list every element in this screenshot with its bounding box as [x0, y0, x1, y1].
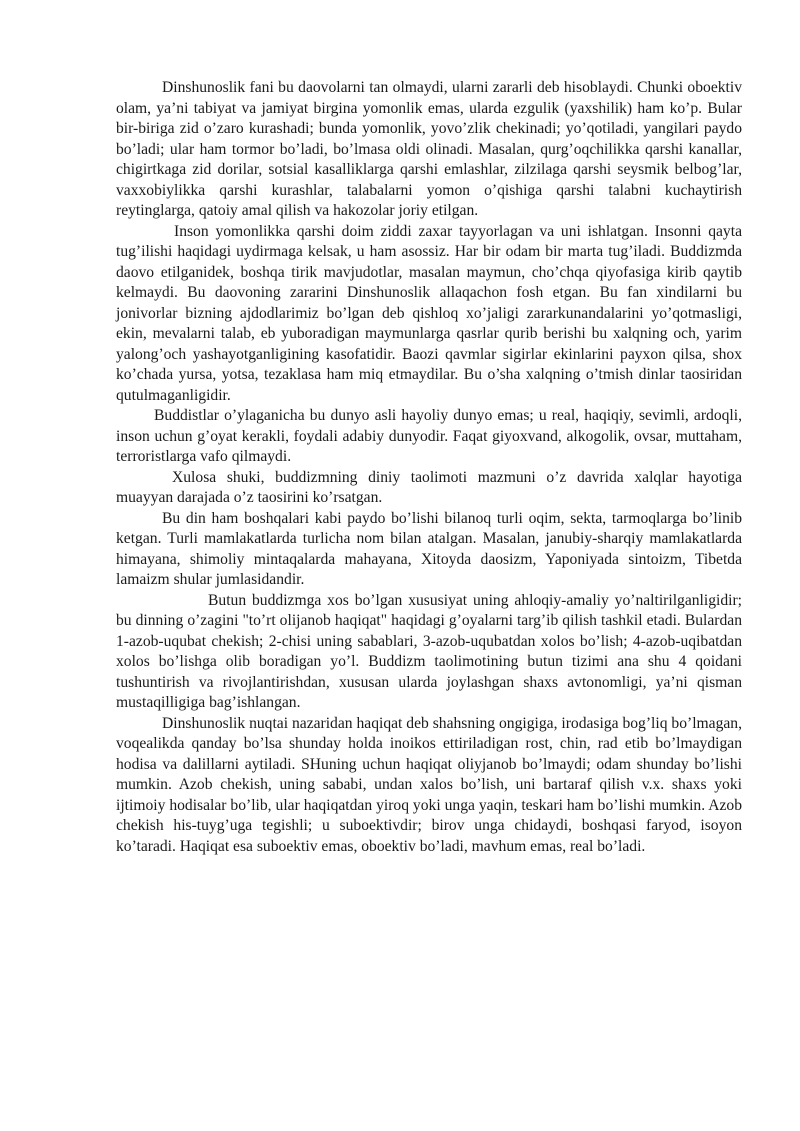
paragraph-6: Butun buddizmga xos bo’lgan xususiyat uning ahloqiy-amaliy yo’naltirilganligidir; bu dinning o’zagini "to’rt olijanob haqiqat" haqidagi g’oyalarni targ’ib qilish tashkil etadi. Bulardan 1-azob-uqubat chekish; 2-chisi uning sabablari, 3-azob-uqubatdan xolos bo’lish; 4-azob-uqibatdan xolos bo’lishga olib boradigan yo’l. Buddizm taolimotining butun tizimi ana shu 4 qoidani tushuntirish va rivojlantirishdan, xususan ularda joylashgan shaxs avtonomligi, ya’ni qisman mustaqilligiga bag’ishlangan.	[116, 591, 742, 711]
paragraph-3: Buddistlar o’ylaganicha bu dunyo asli hayoliy dunyo emas; u real, haqiqiy, sevimli, ardoqli, inson uchun g’oyat kerakli, foydali adabiy dunyodir. Faqat giyoxvand, alkogolik, ovsar, muttaham, terroristlarga vafo qilmaydi.	[116, 407, 742, 465]
paragraph-7: Dinshunoslik nuqtai nazaridan haqiqat deb shahsning ongigiga, irodasiga bog’liq bo’lmagan, voqealikda qanday bo’lsa shunday holda inoikos ettiriladigan rost, chin, rad etib bo’lmaydigan hodisa va dalillarni aytiladi. SHuning uchun haqiqat oliyjanob bo’lmaydi; odam shunday bo’lishi mumkin. Azob chekish, uning sababi, undan xalos bo’lish, uni bartaraf qilish v.x. shaxs yoki ijtimoiy hodisalar bo’lib, ular haqiqatdan yiroq yoki unga yaqin, teskari ham bo’lishi mumkin. Azob chekish his-tuyg’uga tegishli; u suboektivdir; birov unga chidaydi, boshqasi faryod, isoyon ko’taradi. Haqiqat esa suboektiv emas, oboektiv bo’ladi, mavhum emas, real bo’ladi.	[116, 714, 742, 855]
document-page	[116, 78, 742, 857]
paragraph-5: Bu din ham boshqalari kabi paydo bo’lishi bilanoq turli oqim, sekta, tarmoqlarga bo’linib ketgan. Turli mamlakatlarda turlicha nom bilan atalgan. Masalan, janubiy-sharqiy mamlakatlarda himayana, shimoliy mintaqalarda mahayana, Xitoyda daosizm, Yaponiyada sintoizm, Tibetda lamaizm shular jumlasidandir.	[116, 509, 742, 588]
paragraph-2: Inson yomonlikka qarshi doim ziddi zaxar tayyorlagan va uni ishlatgan. Insonni qayta tug’ilishi haqidagi uydirmaga kelsak, u ham asossiz. Har bir odam bir marta tug’iladi. Buddizmda daovo etilganidek, boshqa tirik mavjudotlar, masalan maymun, cho’chqa qiyofasiga kirib qaytib kelmaydi. Bu daovoning zararini Dinshunoslik allaqachon fosh etgan. Bu fan xindilarni bu jonivorlar bizning ajdodlarimiz bo’lgan deb qishloq xo’jaligi zararkunandalarini yo’qotmasligi, ekin, mevalarni talab, eb yuboradigan maymunlarga qasrlar qurib berishi bu xalqning och, yarim yalong’och yashayotganligining kasofatidir. Baozi qavmlar sigirlar ekinlarini payxon qilsa, shox ko’chada yursa, yotsa, tezaklasa ham miq etmaydilar. Bu o’sha xalqning o’tmish dinlar taosiridan qutulmaganligidir.	[116, 222, 742, 404]
paragraph-1: Dinshunoslik fani bu daovolarni tan olmaydi, ularni zararli deb hisoblaydi. Chunki oboektiv olam, ya’ni tabiyat va jamiyat birgina yomonlik emas, ularda ezgulik (yaxshilik) ham ko’p. Bular bir-biriga zid o’zaro kurashadi; bunda yomonlik, yovo’zlik chekinadi; yo’qotiladi, yangilari paydo bo’ladi; ular ham tormor bo’ladi, bo’lmasa oldi olinadi. Masalan, qurg’oqchilikka qarshi kanallar, chigirtkaga zid dorilar, sotsial kasalliklarga qarshi emlashlar, zilzilaga qarshi seysmik belbog’lar, vaxxobiylikka qarshi kurashlar, talabalarni yomon o’qishiga qarshi talabni kuchaytirish reytinglarga, qatoiy amal qilish va hakozolar joriy etilgan.	[116, 79, 742, 219]
paragraph-4: Xulosa shuki, buddizmning diniy taolimoti mazmuni o’z davrida xalqlar hayotiga muayyan darajada o’z taosirini ko’rsatgan.	[116, 468, 742, 506]
